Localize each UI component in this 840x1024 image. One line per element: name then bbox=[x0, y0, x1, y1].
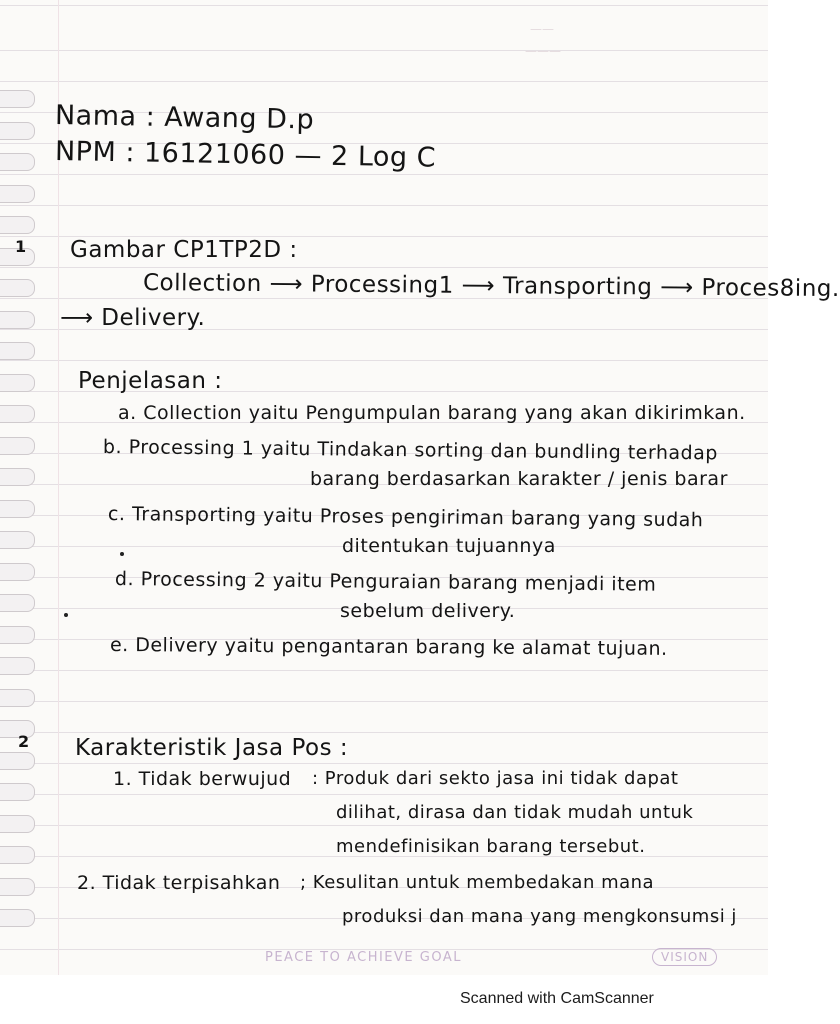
flow-line-1: Collection ⟶ Processing1 ⟶ Transporting ⟶ Proces8ing. bbox=[142, 270, 840, 303]
binder-ring bbox=[0, 374, 35, 392]
item-b-line-2: barang berdasarkan karakter / jenis barar bbox=[310, 468, 728, 490]
binder-ring bbox=[0, 689, 35, 707]
binder-ring bbox=[0, 468, 35, 486]
binder-ring bbox=[0, 752, 35, 770]
item-1-line-1: : Produk dari sekto jasa ini tidak dapat bbox=[312, 768, 679, 789]
binder-ring bbox=[0, 531, 35, 549]
binder-ring bbox=[0, 342, 35, 360]
binder-ring bbox=[0, 216, 35, 234]
item-2-line-2: produksi dan mana yang mengkonsumsi j bbox=[342, 906, 737, 927]
item-a-line-1: a. Collection yaitu Pengumpulan barang yang akan dikirimkan. bbox=[118, 402, 746, 424]
section-2-title: Karakteristik Jasa Pos : bbox=[75, 735, 349, 761]
item-b-line-1: b. Processing 1 yaitu Tindakan sorting dan bundling terhadap bbox=[102, 436, 718, 465]
section-1-number: 1 bbox=[15, 237, 27, 256]
section-2-number: 2 bbox=[18, 732, 30, 751]
binder-ring bbox=[0, 437, 35, 455]
name-line: Nama : Awang D.p bbox=[54, 100, 315, 136]
ink-dot bbox=[120, 552, 124, 556]
item-c-line-1: c. Transporting yaitu Proses pengiriman barang yang sudah bbox=[107, 503, 704, 532]
item-c-line-2: ditentukan tujuannya bbox=[342, 535, 556, 557]
flow-line-2: ⟶ Delivery. bbox=[60, 305, 206, 331]
item-1-line-2: dilihat, dirasa dan tidak mudah untuk bbox=[336, 802, 694, 823]
binder-ring bbox=[0, 279, 35, 297]
notebook-footer-vision: VISION bbox=[652, 948, 717, 966]
item-1-line-3: mendefinisikan barang tersebut. bbox=[336, 836, 646, 857]
binder-ring bbox=[0, 153, 35, 171]
item-d-line-1: d. Processing 2 yaitu Penguraian barang menjadi item bbox=[114, 568, 657, 596]
bleed-mark: ——— bbox=[525, 44, 561, 58]
explanation-title: Penjelasan : bbox=[78, 368, 223, 394]
binder-ring bbox=[0, 626, 35, 644]
binder-ring bbox=[0, 815, 35, 833]
section-1-title: Gambar CP1TP2D : bbox=[70, 237, 298, 263]
item-2-label: 2. Tidak terpisahkan bbox=[77, 872, 281, 894]
notebook-footer-motto: PEACE TO ACHIEVE GOAL bbox=[265, 950, 462, 965]
bleed-mark: —— bbox=[530, 22, 554, 36]
binder-ring bbox=[0, 122, 35, 140]
binder-ring bbox=[0, 657, 35, 675]
ink-dot bbox=[64, 613, 68, 617]
binder-rings bbox=[0, 90, 40, 950]
item-1-label: 1. Tidak berwujud bbox=[113, 768, 292, 790]
item-d-line-2: sebelum delivery. bbox=[340, 600, 516, 622]
npm-line: NPM : 16121060 — 2 Log C bbox=[54, 136, 437, 174]
binder-ring bbox=[0, 405, 35, 423]
item-2-line-1: ; Kesulitan untuk membedakan mana bbox=[300, 872, 655, 893]
item-e-line-1: e. Delivery yaitu pengantaran barang ke alamat tujuan. bbox=[109, 634, 668, 660]
binder-ring bbox=[0, 311, 35, 329]
binder-ring bbox=[0, 878, 35, 896]
binder-ring bbox=[0, 185, 35, 203]
binder-ring bbox=[0, 500, 35, 518]
binder-ring bbox=[0, 563, 35, 581]
binder-ring bbox=[0, 90, 35, 108]
binder-ring bbox=[0, 909, 35, 927]
binder-ring bbox=[0, 783, 35, 801]
binder-ring bbox=[0, 594, 35, 612]
binder-ring bbox=[0, 846, 35, 864]
scanner-watermark: Scanned with CamScanner bbox=[460, 990, 654, 1007]
